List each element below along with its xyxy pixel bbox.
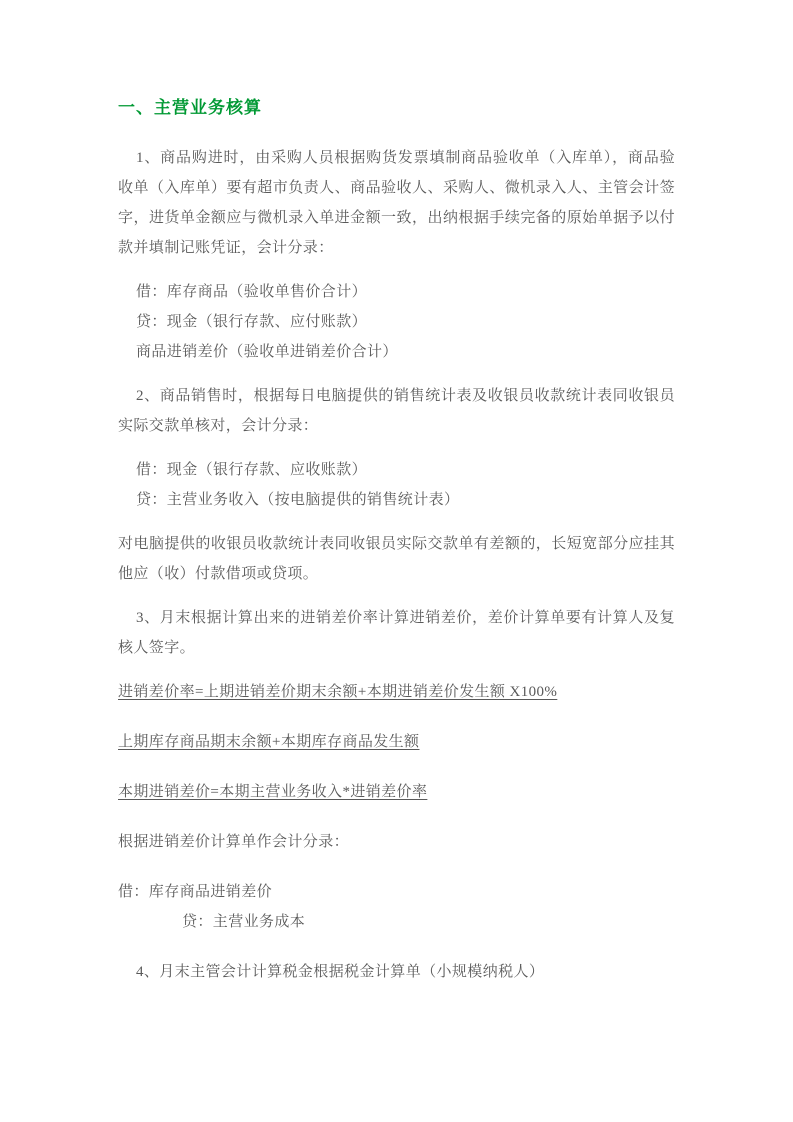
formula-stock-balance [118,727,675,757]
purchase-entry-price-diff: 商品进销差价（验收单进销差价合计） [136,344,398,360]
purchase-intro-text: 1、商品购进时，由采购人员根据购货发票填制商品验收单（入库单），商品验收单（入库单）要有超市负责人、商品验收人、采购人、微机录入人、主管会计签字，进货单金额应与微机录入单进金额一致，出纳根据手续完备的原始单据予以付款并填制记账凭证，会计分录： [118,150,675,256]
paragraph-purchase [118,143,675,263]
paragraph-sales [118,381,675,441]
formula-price-diff-rate-text: 进销差价率=上期进销差价期末余额+本期进销差价发生额 X100% [118,684,558,700]
sales-entry-debit: 借：现金（银行存款、应收账款） [136,462,368,478]
sales-entry-credit: 贷：主营业务收入（按电脑提供的销售统计表） [136,492,460,508]
sales-intro-text: 2、商品销售时，根据每日电脑提供的销售统计表及收银员收款统计表同收银员实际交款单核对，会计分录： [118,388,675,434]
journal-entries-sales [118,455,675,515]
paragraph-tax [118,957,675,987]
purchase-entry-debit: 借：库存商品（验收单售价合计） [136,284,368,300]
tax-intro-text: 4、月末主管会计计算税金根据税金计算单（小规模纳税人） [136,964,545,980]
formula-rate-block [118,677,675,707]
formula-stock-balance-text: 上期库存商品期末余额+本期库存商品发生额 [118,734,420,750]
cashier-difference-text: 对电脑提供的收银员收款统计表同收银员实际交款单有差额的，长短宽部分应挂其他应（收）付款借项或贷项。 [118,536,675,582]
formula-period-block [118,777,675,807]
month-end-intro-text: 3、月末根据计算出来的进销差价率计算进销差价，差价计算单要有计算人及复核人签字。 [118,610,675,656]
formula-period-diff-text: 本期进销差价=本期主营业务收入*进销差价率 [118,784,428,800]
journal-entries-month-end [118,877,675,937]
paragraph-cashier-difference [118,529,675,589]
month-end-entry-debit: 借：库存商品进销差价 [118,884,273,900]
formula-stock-block [118,727,675,757]
month-end-entry-credit: 贷：主营业务成本 [182,914,306,930]
journal-entries-purchase [118,277,675,367]
formula-price-diff-rate [118,677,675,707]
entry-lead-text: 根据进销差价计算单作会计分录： [118,834,350,850]
paragraph-month-end [118,603,675,663]
formula-period-diff [118,777,675,807]
purchase-entry-credit: 贷：现金（银行存款、应付账款） [136,314,368,330]
section-heading: 一、主营业务核算 [118,98,262,117]
paragraph-entry-lead [118,827,675,857]
